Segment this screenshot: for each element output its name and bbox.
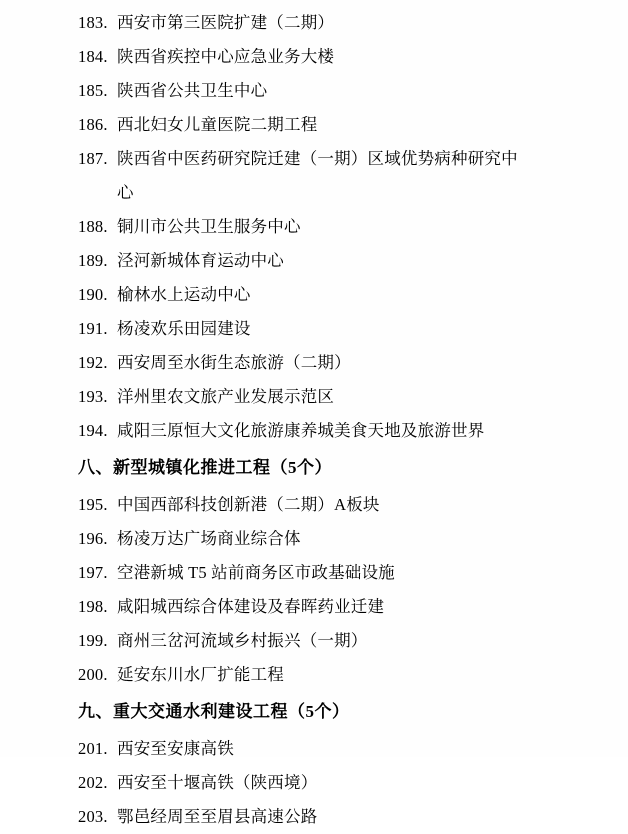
list-item [78,800,610,834]
list-item [78,624,610,658]
list-item-label: 泾河新城体育运动中心 [117,251,284,270]
list-item-number: 202. [78,773,108,792]
list-item [78,74,610,108]
list-item-number: 191. [78,319,108,338]
list-item [78,590,610,624]
list-item [78,312,610,346]
list-item [78,732,610,766]
section-heading [78,448,610,488]
list-item-number: 187. [78,149,108,168]
list-item-number: 188. [78,217,108,236]
list-item-number: 197. [78,563,108,582]
list-item [78,488,610,522]
list-item-number: 203. [78,807,108,826]
list-item-number: 193. [78,387,108,406]
section-heading-number: 八、 [78,458,113,477]
list-item-number: 199. [78,631,108,650]
list-item-number: 196. [78,529,108,548]
list-item-label: 商州三岔河流域乡村振兴（一期） [117,631,368,650]
list-item [78,6,610,40]
list-item [78,108,610,142]
list-item-label: 洋州里农文旅产业发展示范区 [117,387,335,406]
list-item-number: 192. [78,353,108,372]
list-item-number: 186. [78,115,108,134]
list-item-label: 陕西省中医药研究院迁建（一期）区域优势病种研究中 [117,149,518,168]
list-item-label: 西安市第三医院扩建（二期） [117,13,335,32]
section-heading-number: 九、 [78,702,113,721]
list-item [78,766,610,800]
project-list [78,6,610,834]
list-item [78,40,610,74]
list-item-number: 183. [78,13,108,32]
list-item [78,210,610,244]
list-item-number: 198. [78,597,108,616]
list-item-number: 190. [78,285,108,304]
list-item-label: 咸阳三原恒大文化旅游康养城美食天地及旅游世界 [117,421,485,440]
section-heading-label: 重大交通水利建设工程（5个） [113,702,350,721]
list-item-number: 184. [78,47,108,66]
list-item [78,142,610,176]
list-item-number: 189. [78,251,108,270]
section-heading-label: 新型城镇化推进工程（5个） [113,458,332,477]
list-item-label: 陕西省公共卫生中心 [117,81,268,100]
list-item-label: 延安东川水厂扩能工程 [117,665,284,684]
list-item-label: 西北妇女儿童医院二期工程 [117,115,318,134]
list-item-label: 陕西省疾控中心应急业务大楼 [117,47,335,66]
list-item-label: 杨凌万达广场商业综合体 [117,529,301,548]
list-item-label: 鄂邑经周至至眉县高速公路 [117,807,318,826]
list-item-number: 200. [78,665,108,684]
section-heading [78,692,610,732]
list-item-number: 194. [78,421,108,440]
list-item [78,414,610,448]
list-item-label: 西安至安康高铁 [117,739,234,758]
list-item-label: 中国西部科技创新港（二期）A板块 [117,495,380,514]
list-item [78,380,610,414]
list-item-label: 杨凌欢乐田园建设 [117,319,251,338]
list-item-continuation: 心 [117,183,134,202]
list-item [78,658,610,692]
list-item-number: 185. [78,81,108,100]
list-item-label: 咸阳城西综合体建设及春晖药业迁建 [117,597,385,616]
list-item-label: 榆林水上运动中心 [117,285,251,304]
list-item-number: 201. [78,739,108,758]
list-item-label: 铜川市公共卫生服务中心 [117,217,301,236]
list-item [78,522,610,556]
list-item [78,278,610,312]
list-item-label: 西安至十堰高铁（陕西境） [117,773,318,792]
list-item-label: 空港新城 T5 站前商务区市政基础设施 [117,563,395,582]
list-item [78,556,610,590]
list-item-label: 西安周至水街生态旅游（二期） [117,353,351,372]
list-item [78,244,610,278]
list-item [78,346,610,380]
list-item-number: 195. [78,495,108,514]
